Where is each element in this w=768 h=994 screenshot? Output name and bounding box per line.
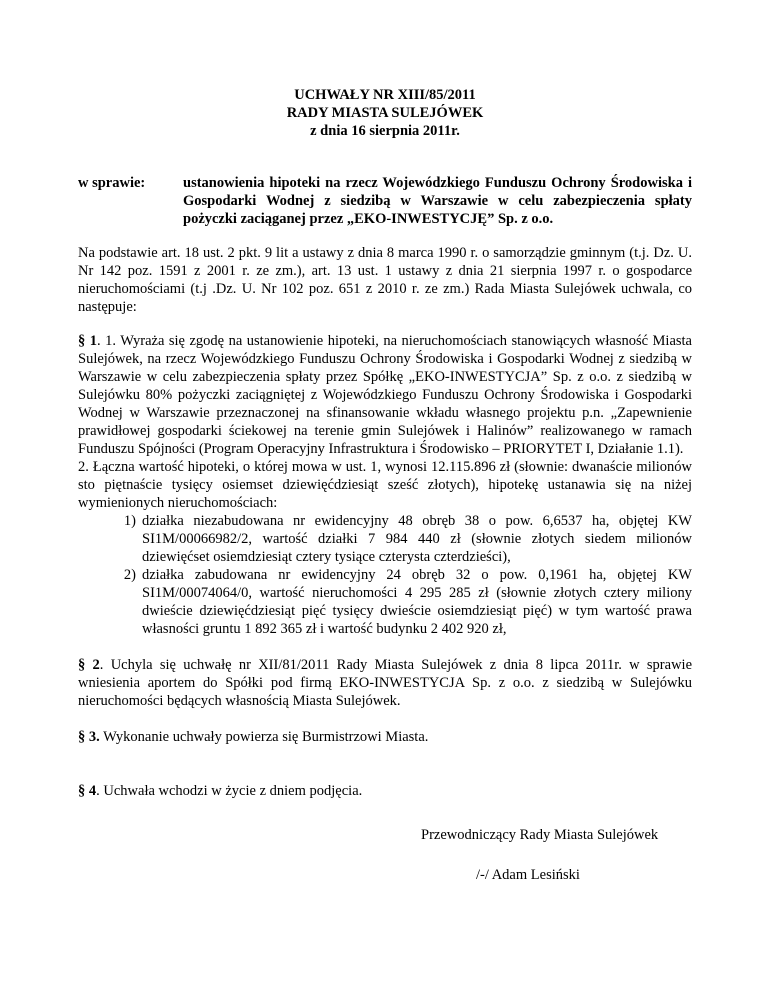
- list-item: [78, 566, 692, 638]
- legal-basis: Na podstawie art. 18 ust. 2 pkt. 9 lit a ustawy z dnia 8 marca 1990 r. o samorządzie gminnym (t.j. Dz. U. Nr 142 poz. 1591 z 2001 r. ze zm.), art. 13 ust. 1 ustawy z dnia 21 sierpnia 1997 r. o gospodarce nieruchomościami (t.j .Dz. U. Nr 102 poz. 651 z 2010 r. ze zm.) Rada Miasta Sulejówek uchwala, co następuje:: [78, 245, 692, 315]
- resolution-date: z dnia 16 sierpnia 2011r.: [310, 123, 460, 139]
- document-body: [78, 86, 692, 800]
- signature-name: /-/ Adam Lesiński: [476, 867, 580, 883]
- section-2: [78, 656, 692, 710]
- list-item-text: działka zabudowana nr ewidencyjny 24 obręb 32 o pow. 0,1961 ha, objętej KW SI1M/00074064/0, wartość nieruchomości 4 295 285 zł (słownie złotych cztery miliony dwieście dziewięćdziesiąt pięć tysięcy dwieście osiemdziesiąt pięć) w tym wartość prawa własności gruntu 1 892 365 zł i wartość budynku 2 402 920 zł,: [142, 567, 692, 637]
- section-2-text: . Uchyla się uchwałę nr XII/81/2011 Rady Miasta Sulejówek z dnia 8 lipca 2011r. w sprawie wniesienia aportem do Spółki pod firmą EKO-INWESTYCJA Sp. z o.o. z siedzibą w Sulejówku nieruchomości będących własnością Miasta Sulejówek.: [78, 657, 693, 709]
- subject-label: w sprawie:: [78, 175, 146, 191]
- resolution-number: UCHWAŁY NR XIII/85/2011: [294, 87, 476, 103]
- subject-text: ustanowienia hipoteki na rzecz Wojewódzkiego Funduszu Ochrony Środowiska i Gospodarki Wodnej z siedzibą w Warszawie w celu zabezpieczenia spłaty pożyczki zaciąganej przez „EKO-INWESTYCJĘ” Sp. z o.o.: [183, 175, 692, 227]
- section-3-text: Wykonanie uchwały powierza się Burmistrzowi Miasta.: [99, 729, 429, 745]
- property-list: [78, 512, 692, 638]
- signature-title: Przewodniczący Rady Miasta Sulejówek: [421, 827, 659, 843]
- council-name: RADY MIASTA SULEJÓWEK: [286, 105, 484, 121]
- list-item-number: 1): [123, 513, 136, 529]
- section-2-mark: § 2: [78, 657, 100, 673]
- section-1-mark: § 1: [78, 333, 97, 349]
- section-3-mark: § 3.: [78, 729, 100, 745]
- section-1-paragraph-1: [78, 332, 692, 458]
- section-3: [78, 728, 692, 746]
- list-item-number: 2): [123, 567, 136, 583]
- section-4: [78, 782, 692, 800]
- section-4-text: . Uchwała wchodzi w życie z dniem podjęcia.: [96, 783, 363, 799]
- section-1-paragraph-2: 2. Łączna wartość hipoteki, o której mowa w ust. 1, wynosi 12.115.896 zł (słownie: dwanaście milionów sto piętnaście tysięcy osiemset dziewięćdziesiąt sześć złotych), hipotekę ustanawia się na niżej wymienionych nieruchomościach:: [78, 459, 692, 511]
- subject-block: [78, 174, 692, 228]
- list-item: [78, 512, 692, 566]
- section-1-text: . 1. Wyraża się zgodę na ustanowienie hipoteki, na nieruchomościach stanowiących własność Miasta Sulejówek, na rzecz Wojewódzkiego Funduszu Ochrony Środowiska i Gospodarki Wodnej z siedzibą w Warszawie w celu zabezpieczenia spłaty przez Spółkę „EKO-INWESTYCJA” Sp. z o.o. z siedzibą w Sulejówku 80% pożyczki zaciągniętej z Wojewódzkiego Funduszu Ochrony Środowiska i Gospodarki Wodnej w Warszawie przeznaczonej na sfinansowanie wkładu własnego projektu p.n. „Zapewnienie prawidłowej gospodarki ściekowej na terenie gmin Sulejówek i Halinów” realizowanego w ramach Funduszu Spójności (Program Operacyjny Infrastruktura i Środowisko – PRIORYTET I, Działanie 1.1).: [78, 333, 692, 457]
- section-4-mark: § 4: [78, 783, 97, 799]
- section-1: [78, 332, 692, 638]
- list-item-text: działka niezabudowana nr ewidencyjny 48 obręb 38 o pow. 6,6537 ha, objętej KW SI1M/00066982/2, wartość działki 7 984 440 zł (słownie złotych siedem milionów dziewięćset osiemdziesiąt cztery tysiące czterysta czterdzieści),: [142, 513, 692, 565]
- resolution-header: [78, 86, 692, 140]
